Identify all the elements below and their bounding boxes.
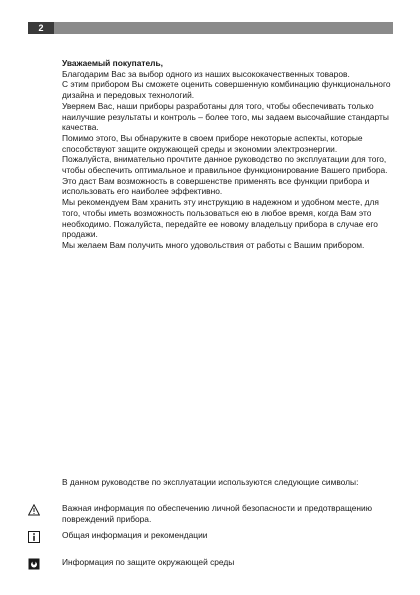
intro-paragraph-2: С этим прибором Вы сможете оценить совершенную комбинацию функционального дизайна и передовых технологий.: [62, 79, 391, 101]
intro-paragraph-4: Помимо этого, Вы обнаружите в своем приборе некоторые аспекты, которые способствуют защите окружающей среды и экономии электроэнергии.: [62, 132, 363, 154]
intro-paragraph-5: Пожалуйста, внимательно прочтите данное руководство по эксплуатации для того, чтобы обеспечить оптимальное и правильное функционирование Вашего прибора. Это даст Вам возможность в совершенстве применять все функции прибора и использовать его наиболее эффективно.: [62, 154, 388, 197]
page-number: 2: [28, 22, 54, 34]
intro-paragraph-7: Мы желаем Вам получить много удовольствия от работы с Вашим прибором.: [62, 239, 365, 250]
intro-paragraph-6: Мы рекомендуем Вам хранить эту инструкцию в надежном и удобном месте, для того, чтобы иметь возможность пользоваться ею в любое время, когда Вам это необходимо. Пожалуйста, передайте ее новому владельцу прибора в случае его продажи.: [62, 197, 379, 240]
info-icon: [28, 531, 40, 543]
greeting: Уважаемый покупатель,: [62, 58, 163, 68]
symbol-text-warning: Важная информация по обеспечению личной безопасности и предотвращению повреждений прибора.: [62, 503, 372, 524]
warning-triangle-icon: [28, 504, 40, 516]
symbol-text-environment: Информация по защите окружающей среды: [62, 557, 235, 567]
symbol-text-info: Общая информация и рекомендации: [62, 530, 208, 540]
environment-leaf-icon: [28, 558, 40, 570]
symbols-intro: В данном руководстве по эксплуатации используются следующие символы:: [62, 477, 359, 487]
intro-paragraph-3: Уверяем Вас, наши приборы разработаны для того, чтобы обеспечивать только наилучшие результаты и контроль – более того, мы задаем высочайшие стандарты качества.: [62, 100, 389, 133]
intro-paragraph-1: Благодарим Вас за выбор одного из наших высококачественных товаров.: [62, 68, 350, 79]
header-bar: [28, 22, 393, 34]
intro-section: [62, 58, 397, 251]
